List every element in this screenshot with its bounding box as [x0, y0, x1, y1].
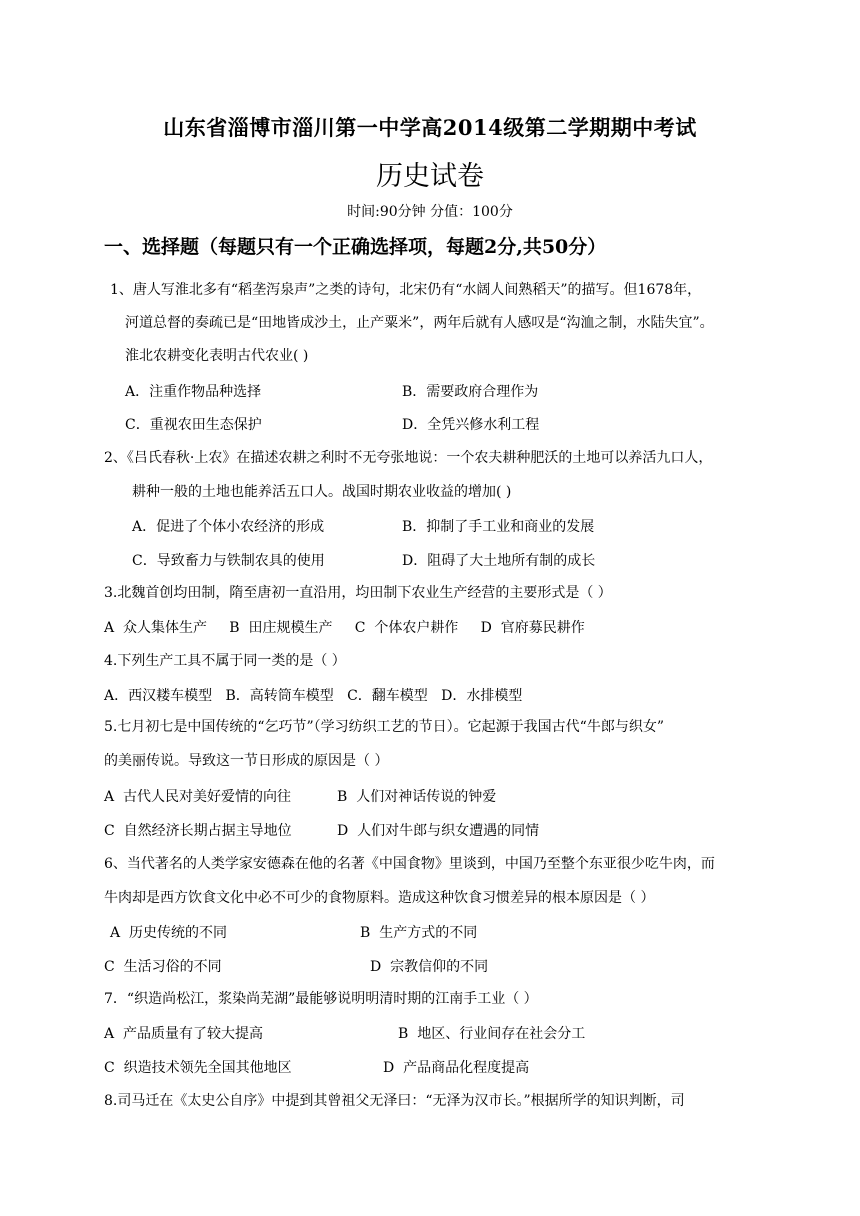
question-1-line-2: 河道总督的奏疏已是“田地皆成沙土，止产粟米”，两年后就有人感叹是“沟洫之制，水陆失宜”。: [125, 315, 714, 331]
question-4-line-1: 4.下列生产工具不属于同一类的是（ ）: [104, 653, 346, 669]
question-6-option-c: C 生活习俗的不同: [104, 959, 222, 975]
question-1-line-1: 1、唐人写淮北多有“稻垄泻泉声”之类的诗句，北宋仍有“水阔人间熟稻天”的描写。但1678年，: [110, 282, 702, 298]
question-6-option-b: B 生产方式的不同: [360, 925, 478, 941]
question-5-line-2: 的美丽传说。导致这一节日形成的原因是（ ）: [104, 753, 389, 769]
section-heading: 一、选择题（每题只有一个正确选择项，每题2分,共50分）: [104, 236, 607, 258]
exam-info: 时间:90分钟 分值：100分: [347, 204, 513, 220]
question-6-option-a: A 历史传统的不同: [110, 925, 228, 941]
question-1-line-3: 淮北农耕变化表明古代农业( ): [125, 348, 309, 364]
question-7-option-b: B 地区、行业间存在社会分工: [398, 1026, 586, 1042]
question-1-option-d: D．全凭兴修水利工程: [402, 417, 540, 433]
question-1-option-c: C．重视农田生态保护: [125, 417, 262, 433]
question-5-option-d: D 人们对牛郎与织女遭遇的同情: [337, 823, 540, 839]
exam-title: 山东省淄博市淄川第一中学高2014级第二学期期中考试: [163, 115, 697, 140]
question-8-line-1: 8.司马迁在《太史公自序》中提到其曾祖父无泽曰：“无泽为汉市长。”根据所学的知识判断，司: [104, 1093, 685, 1109]
question-2-line-2: 耕种一般的土地也能养活五口人。战国时期农业收益的增加( ): [132, 484, 512, 500]
question-7-option-d: D 产品商品化程度提高: [383, 1060, 530, 1076]
question-5-line-1: 5.七月初七是中国传统的“乞巧节”（学习纺织工艺的节日）。它起源于我国古代“牛郎与织女”: [104, 719, 664, 735]
question-2-option-c: C．导致畜力与铁制农具的使用: [132, 553, 325, 569]
question-3-line-1: 3.北魏首创均田制，隋至唐初一直沿用，均田制下农业生产经营的主要形式是（ ）: [104, 585, 612, 601]
question-4-options: A．西汉耧车模型 B．高转筒车模型 C．翻车模型 D．水排模型: [104, 688, 523, 704]
question-1-option-a: A．注重作物品种选择: [125, 384, 262, 400]
question-2-option-a: A．促进了个体小农经济的形成: [132, 519, 325, 535]
question-3-options: A 众人集体生产 B 田庄规模生产 C 个体农户耕作 D 官府募民耕作: [104, 620, 585, 636]
question-2-option-b: B．抑制了手工业和商业的发展: [402, 519, 595, 535]
question-5-option-c: C 自然经济长期占据主导地位: [104, 823, 292, 839]
question-1-option-b: B．需要政府合理作为: [402, 384, 539, 400]
question-2-line-1: 2、《吕氏春秋·上农》在描述农耕之利时不无夸张地说：一个农夫耕种肥沃的土地可以养活九口人，: [104, 450, 713, 466]
question-6-line-2: 牛肉却是西方饮食文化中必不可少的食物原料。造成这种饮食习惯差异的根本原因是（ ）: [104, 890, 655, 906]
question-2-option-d: D．阻碍了大土地所有制的成长: [402, 553, 596, 569]
question-6-line-1: 6、当代著名的人类学家安德森在他的名著《中国食物》里谈到，中国乃至整个东亚很少吃牛肉，而: [104, 856, 715, 872]
question-7-line-1: 7．“织造尚松江，浆染尚芜湖”最能够说明明清时期的江南手工业（ ）: [104, 991, 538, 1007]
question-5-option-a: A 古代人民对美好爱情的向往: [104, 789, 292, 805]
exam-subtitle: 历史试卷: [376, 161, 484, 192]
question-5-option-b: B 人们对神话传说的钟爱: [337, 789, 497, 805]
question-7-option-a: A 产品质量有了较大提高: [104, 1026, 264, 1042]
question-7-option-c: C 织造技术领先全国其他地区: [104, 1060, 292, 1076]
question-6-option-d: D 宗教信仰的不同: [370, 959, 489, 975]
